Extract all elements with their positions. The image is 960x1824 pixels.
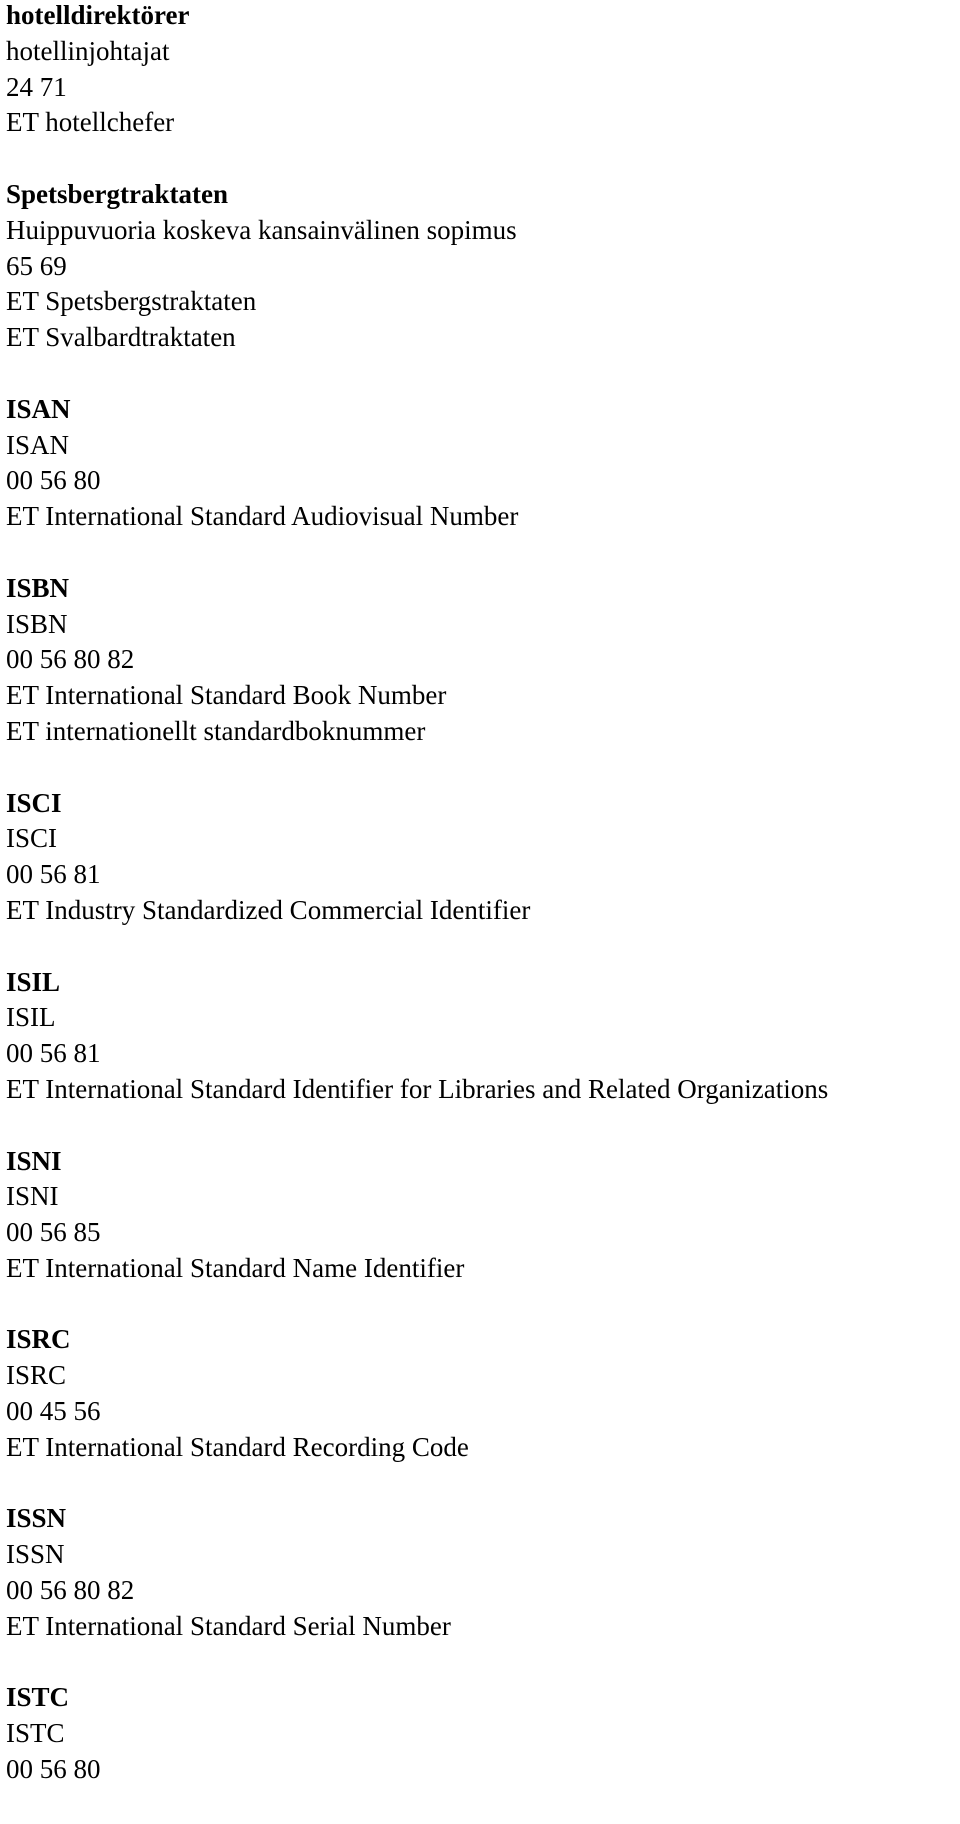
thesaurus-document — [6, 0, 956, 1824]
entry-finnish-term: ISCI — [6, 823, 58, 854]
entry-equivalent-term: ET International Standard Recording Code — [6, 1431, 469, 1462]
entry-class-codes: 00 45 56 — [6, 1396, 101, 1427]
thesaurus-entry — [6, 1144, 956, 1287]
entry-equivalent-term: ET International Standard Book Number — [6, 680, 447, 711]
entry-finnish-term: Huippuvuoria koskeva kansainvälinen sopimus — [6, 214, 517, 245]
entry-term: hotelldirektörer — [6, 0, 190, 30]
thesaurus-entry — [6, 571, 956, 750]
entry-class-codes: 00 56 80 — [6, 465, 101, 496]
entry-term: ISCI — [6, 787, 62, 818]
entry-equivalent-term: ET Svalbardtraktaten — [6, 322, 236, 353]
thesaurus-entry — [6, 0, 956, 141]
entry-equivalent-term: ET hotellchefer — [6, 107, 175, 138]
entry-finnish-term: ISSN — [6, 1539, 65, 1570]
entry-term: ISSN — [6, 1503, 67, 1534]
entry-term: Spetsbergtraktaten — [6, 178, 228, 209]
entry-term: ISBN — [6, 572, 70, 603]
entry-finnish-term: ISNI — [6, 1181, 59, 1212]
entry-equivalent-term: ET International Standard Identifier for Libraries and Related Organizations — [6, 1073, 829, 1104]
entry-finnish-term: ISIL — [6, 1002, 56, 1033]
entry-class-codes: 00 56 80 82 — [6, 1575, 135, 1606]
entry-equivalent-term: ET Industry Standardized Commercial Identifier — [6, 894, 531, 925]
entry-finnish-term: ISAN — [6, 429, 70, 460]
thesaurus-entry — [6, 1680, 956, 1787]
entry-finnish-term: ISBN — [6, 608, 68, 639]
thesaurus-entry — [6, 392, 956, 535]
thesaurus-entry — [6, 177, 956, 356]
entry-finnish-term: ISTC — [6, 1718, 65, 1749]
entry-equivalent-term: ET International Standard Name Identifier — [6, 1252, 465, 1283]
entry-finnish-term: hotellinjohtajat — [6, 35, 170, 66]
entry-term: ISIL — [6, 966, 61, 997]
entry-class-codes: 00 56 80 82 — [6, 644, 135, 675]
entry-term: ISRC — [6, 1324, 71, 1355]
entry-term: ISAN — [6, 393, 71, 424]
entry-class-codes: 00 56 80 — [6, 1754, 101, 1785]
entry-class-codes: 00 56 85 — [6, 1217, 101, 1248]
entry-equivalent-term: ET International Standard Audiovisual Number — [6, 501, 519, 532]
entry-term: ISNI — [6, 1145, 62, 1176]
entry-class-codes: 24 71 — [6, 71, 67, 102]
thesaurus-entry — [6, 1501, 956, 1644]
entry-finnish-term: ISRC — [6, 1360, 67, 1391]
thesaurus-entry — [6, 965, 956, 1108]
entry-class-codes: 65 69 — [6, 250, 67, 281]
entry-equivalent-term: ET Spetsbergstraktaten — [6, 286, 257, 317]
thesaurus-entry — [6, 786, 956, 929]
entry-class-codes: 00 56 81 — [6, 859, 101, 890]
entry-class-codes: 00 56 81 — [6, 1038, 101, 1069]
entry-equivalent-term: ET internationellt standardboknummer — [6, 715, 426, 746]
entry-term: ISTC — [6, 1682, 70, 1713]
thesaurus-entry — [6, 1322, 956, 1465]
entry-equivalent-term: ET International Standard Serial Number — [6, 1610, 451, 1641]
